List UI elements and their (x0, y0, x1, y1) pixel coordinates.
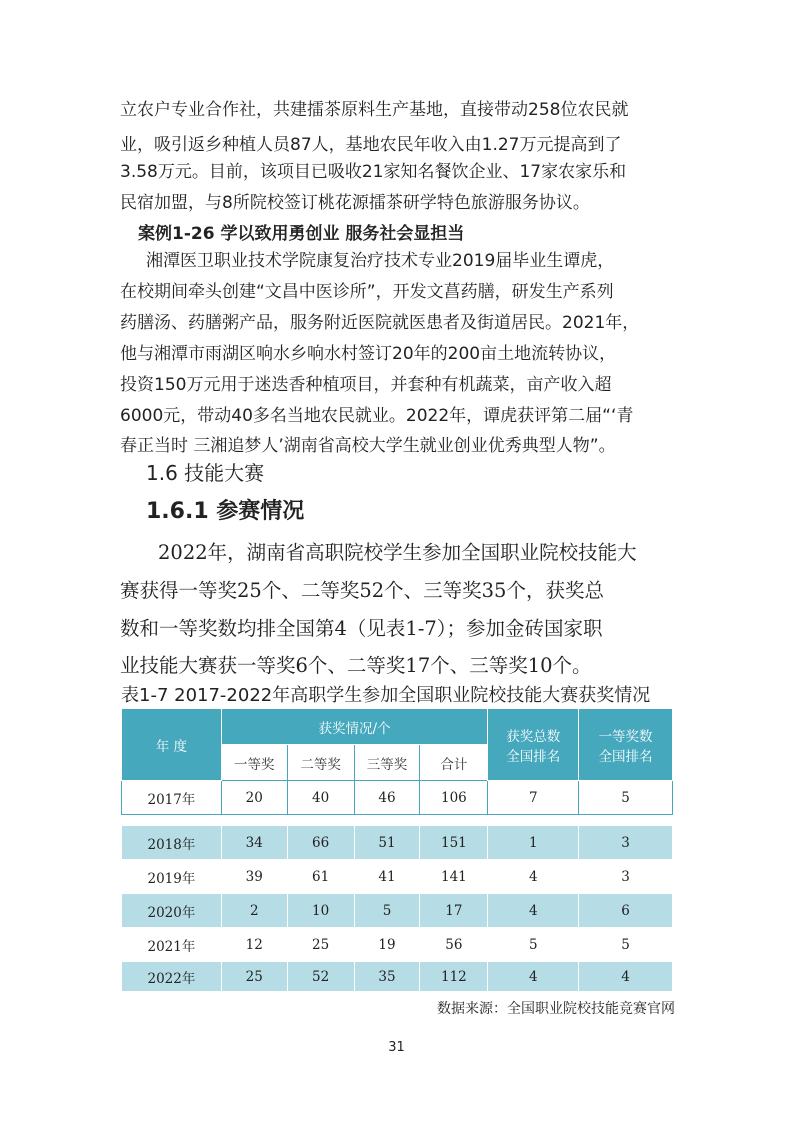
cell-first-rank: 4 (579, 962, 673, 992)
paragraph-line: 药膳汤、药膳粥产品，服务附近医院就医患者及街道居民。2021年， (120, 313, 640, 333)
cell-first: 39 (221, 860, 287, 894)
table-row (122, 781, 673, 815)
cell-total: 151 (420, 826, 488, 860)
paragraph-line: 投资150万元用于迷迭香种植项目，并套种有机蔬菜，亩产收入超 (120, 375, 612, 395)
cell-first-rank: 3 (579, 826, 673, 860)
table-row (122, 860, 673, 894)
paragraph-line: 民宿加盟，与8所院校签订桃花源擂茶研学特色旅游服务协议。 (120, 193, 590, 213)
paragraph-line: 赛获得一等奖25个、二等奖52个、三等奖35个，获奖总 (120, 579, 604, 602)
case-title: 案例1-26 学以致用勇创业 服务社会显担当 (138, 224, 465, 244)
paragraph-line: 立农户专业合作社，共建擂茶原料生产基地，直接带动258位农民就 (120, 100, 629, 120)
cell-third: 5 (354, 894, 420, 928)
cell-total-rank: 4 (488, 894, 579, 928)
cell-second: 25 (287, 928, 354, 962)
subheader-first: 一等奖 (221, 745, 287, 781)
cell-year: 2021年 (122, 928, 222, 962)
header-first-rank-line: 全国排名 (598, 748, 653, 765)
header-first-rank-line: 一等奖数 (598, 728, 653, 745)
paragraph-line: 业，吸引返乡种植人员87人，基地农民年收入由1.27万元提高到了 (120, 135, 622, 155)
paragraph-line: 2022年，湖南省高职院校学生参加全国职业院校技能大 (158, 541, 637, 564)
cell-first-rank: 3 (579, 860, 673, 894)
paragraph-line: 春正当时 三湘追梦人’湖南省高校大学生就业创业优秀典型人物”。 (120, 436, 616, 456)
paragraph-line: 他与湘潭市雨湖区响水乡响水村签订20年的200亩土地流转协议， (120, 344, 617, 364)
cell-total: 112 (420, 962, 488, 992)
paragraph-line: 在校期间牵头创建“文昌中医诊所”，开发文菖药膳，研发生产系列 (120, 282, 614, 302)
table-title: 表1-7 2017-2022年高职学生参加全国职业院校技能大赛获奖情况 (121, 685, 651, 706)
cell-total: 17 (420, 894, 488, 928)
cell-first-rank: 5 (579, 928, 673, 962)
header-total-rank-line: 获奖总数 (506, 728, 561, 745)
paragraph-line: 业技能大赛获一等奖6个、二等奖17个、三等奖10个。 (120, 654, 592, 677)
table-row (122, 962, 673, 992)
cell-second: 66 (287, 826, 354, 860)
header-total-rank-line: 全国排名 (506, 748, 561, 765)
cell-second: 52 (287, 962, 354, 992)
subheader-total: 合计 (420, 745, 488, 781)
paragraph-line: 湘潭医卫职业技术学院康复治疗技术专业2019届毕业生谭虎， (146, 251, 615, 271)
table-row (122, 928, 673, 962)
cell-first-rank: 6 (579, 894, 673, 928)
subheader-third: 三等奖 (354, 745, 420, 781)
cell-first: 34 (221, 826, 287, 860)
cell-first: 20 (221, 781, 287, 815)
cell-total-rank: 5 (488, 928, 579, 962)
cell-first: 25 (221, 962, 287, 992)
cell-year: 2018年 (122, 826, 222, 860)
cell-first: 2 (221, 894, 287, 928)
cell-third: 46 (354, 781, 420, 815)
cell-first-rank: 5 (579, 781, 673, 815)
cell-year: 2019年 (122, 860, 222, 894)
awards-table (121, 708, 673, 992)
cell-year: 2022年 (122, 962, 222, 992)
header-awards: 获奖情况/个 (221, 709, 488, 745)
cell-total: 106 (420, 781, 488, 815)
section-heading: 1.6 技能大赛 (146, 461, 265, 485)
cell-total-rank: 1 (488, 826, 579, 860)
cell-total-rank: 4 (488, 962, 579, 992)
table-row (122, 894, 673, 928)
cell-third: 35 (354, 962, 420, 992)
cell-third: 41 (354, 860, 420, 894)
subsection-heading: 1.6.1 参赛情况 (146, 499, 305, 524)
header-first-rank (579, 709, 673, 781)
cell-total: 56 (420, 928, 488, 962)
cell-year: 2020年 (122, 894, 222, 928)
cell-second: 10 (287, 894, 354, 928)
cell-first: 12 (221, 928, 287, 962)
cell-total: 141 (420, 860, 488, 894)
cell-total-rank: 4 (488, 860, 579, 894)
page-number: 31 (388, 1040, 405, 1055)
cell-third: 19 (354, 928, 420, 962)
cell-second: 40 (287, 781, 354, 815)
table-row (122, 826, 673, 860)
cell-total-rank: 7 (488, 781, 579, 815)
header-total-rank (488, 709, 579, 781)
paragraph-line: 6000元，带动40多名当地农民就业。2022年，谭虎获评第二届“‘青 (120, 406, 634, 426)
paragraph-line: 数和一等奖数均排全国第4（见表1-7）；参加金砖国家职 (120, 617, 603, 640)
subheader-second: 二等奖 (287, 745, 354, 781)
header-year: 年 度 (122, 709, 222, 781)
data-source-note: 数据来源：全国职业院校技能竞赛官网 (437, 1001, 675, 1017)
cell-third: 51 (354, 826, 420, 860)
cell-year: 2017年 (122, 781, 222, 815)
paragraph-line: 3.58万元。目前，该项目已吸收21家知名餐饮企业、17家农家乐和 (120, 162, 627, 182)
cell-second: 61 (287, 860, 354, 894)
